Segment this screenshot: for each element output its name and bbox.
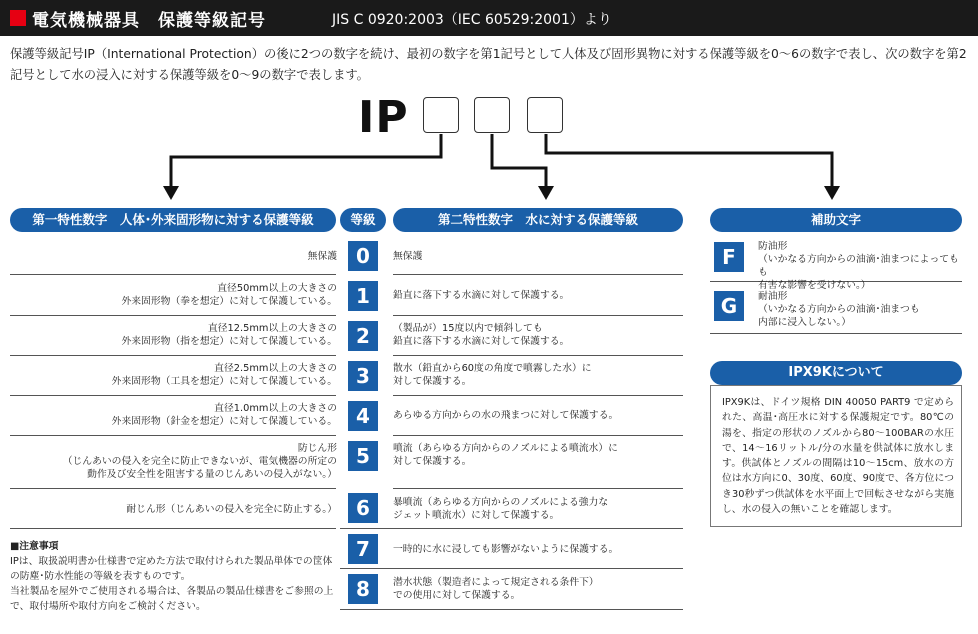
row-divider: [340, 609, 683, 610]
second-digit-desc-0: 無保護: [393, 250, 423, 262]
first-digit-desc-6: 耐じん形（じんあいの侵入を完全に防止する。）: [126, 503, 337, 515]
row-divider: [340, 568, 683, 569]
page-title: 電気機械器具 保護等級記号: [32, 11, 266, 31]
row-divider: [10, 435, 336, 436]
grade-number-2: 2: [348, 321, 378, 351]
aux-row-g: [710, 288, 962, 332]
standard-reference: JIS C 0920:2003（IEC 60529:2001）より: [332, 12, 612, 28]
grade-number-5: 5: [348, 441, 378, 471]
row-divider: [10, 355, 336, 356]
arrow-aux-letter: [546, 134, 832, 188]
arrowhead-first: [163, 186, 179, 200]
second-digit-desc-2: （製品が）15度以内で傾斜しても 鉛直に落下する水滴に対して保護する。: [393, 323, 570, 347]
second-digit-desc-5: 噴流（あらゆる方向からのノズルによる噴流水）に 対して保護する。: [393, 443, 618, 467]
row-divider: [10, 274, 336, 275]
header-second-digit: 第二特性数字 水に対する保護等級: [393, 208, 683, 232]
row-divider: [393, 274, 683, 275]
second-digit-desc-1: 鉛直に落下する水滴に対して保護する。: [393, 289, 570, 301]
row-divider: [340, 528, 683, 529]
arrow-second-digit: [492, 134, 546, 188]
first-digit-desc-5: 防じん形 （じんあいの侵入を完全に防止できないが、電気機器の所定の 動作及び安全性を阻害する量のじんあいの侵入がない。）: [62, 442, 337, 480]
header-grade: 等級: [340, 208, 386, 232]
second-digit-desc-3: 散水（鉛直から60度の角度で噴霧した水）に 対して保護する。: [393, 363, 592, 387]
aux-row-f: [710, 238, 962, 291]
second-digit-desc-7: 一時的に水に浸しても影響がないように保護する。: [393, 543, 619, 555]
ip-code-label: IP: [358, 92, 409, 143]
aux-letter-box: [527, 97, 563, 133]
row-divider: [393, 435, 683, 436]
row-divider: [10, 315, 336, 316]
arrowhead-second: [538, 186, 554, 200]
first-digit-desc-3: 直径2.5mm以上の大きさの 外来固形物（工具を想定）に対して保護している。: [111, 363, 337, 387]
notes-body: IPは、取扱説明書か仕様書で定めた方法で取付けられた製品単体での筐体の防塵･防水性能の等級を表すものです。 当社製品を屋外でご使用される場合は、各製品の製品仕様書をご参照の上で、取付場所や取付方向をご検討ください。: [10, 556, 334, 612]
second-digit-desc-8: 潜水状態（製造者によって規定される条件下） での使用に対して保護する。: [393, 577, 599, 601]
row-divider: [393, 395, 683, 396]
header-first-digit: 第一特性数字 人体･外来固形物に対する保護等級: [10, 208, 336, 232]
aux-letter-f: F: [714, 242, 744, 272]
notes-section: [10, 539, 342, 614]
intro-text: 保護等級記号IP（International Protection）の後に2つの数字を続け、最初の数字を第1記号として人体及び固形異物に対する保護等級を0〜6の数字で表し、次の数字を第2記号として水の浸入に対する保護等級を0〜9の数字で表します。: [10, 47, 967, 82]
grade-number-1: 1: [348, 281, 378, 311]
aux-desc-g: 耐油形 （いかなる方向からの油滴･油まつも 内部に浸入しない。）: [758, 291, 920, 328]
ipx9k-body: IPX9Kは、ドイツ規格 DIN 40050 PART9 で定められた、高温･高圧水に対する保護規定です。80℃の湯を、指定の形状のノズルから80〜100BARの水圧で、14〜16リットル/分の水量を供試体に放水します。供試体とノズルの間隔は10〜15cm、放水の方位は水方向に0、30度、60度、90度で、各方位につき30秒ずつ供試体を水平面上で回転させながら実施し、水の侵入の無いことを確認します。: [722, 397, 954, 516]
arrowhead-aux: [824, 186, 840, 200]
second-digit-box: [474, 97, 510, 133]
title-bar: [0, 0, 978, 36]
second-digit-desc-6: 暴噴流（あらゆる方向からのノズルによる強力な ジェット噴流水）に対して保護する。: [393, 497, 609, 521]
notes-title: ■注意事項: [10, 541, 59, 552]
first-digit-desc-4: 直径1.0mm以上の大きさの 外来固形物（針金を想定）に対して保護している。: [111, 403, 337, 427]
grade-number-0: 0: [348, 241, 378, 271]
first-digit-desc-0: 無保護: [307, 250, 337, 262]
first-digit-box: [423, 97, 459, 133]
row-divider: [10, 528, 336, 529]
grade-number-4: 4: [348, 401, 378, 431]
row-divider: [393, 355, 683, 356]
first-digit-desc-1: 直径50mm以上の大きさの 外来固形物（拳を想定）に対して保護している。: [121, 283, 337, 307]
grade-number-3: 3: [348, 361, 378, 391]
grade-number-7: 7: [348, 534, 378, 564]
row-divider: [710, 333, 962, 334]
row-divider: [393, 488, 683, 489]
ipx9k-header: IPX9Kについて: [710, 361, 962, 385]
row-divider: [10, 395, 336, 396]
header-aux: 補助文字: [710, 208, 962, 232]
aux-desc-f: 防油形 （いかなる方向からの油滴･油まつによってもも 有害な影響を受けない。）: [758, 241, 959, 291]
first-digit-desc-2: 直径12.5mm以上の大きさの 外来固形物（指を想定）に対して保護している。: [121, 323, 337, 347]
grade-number-8: 8: [348, 574, 378, 604]
title-marker: [10, 10, 26, 26]
second-digit-desc-4: あらゆる方向からの水の飛まつに対して保護する。: [393, 409, 619, 421]
row-divider: [393, 315, 683, 316]
grade-number-6: 6: [348, 493, 378, 523]
row-divider: [10, 488, 336, 489]
aux-letter-g: G: [714, 291, 744, 321]
